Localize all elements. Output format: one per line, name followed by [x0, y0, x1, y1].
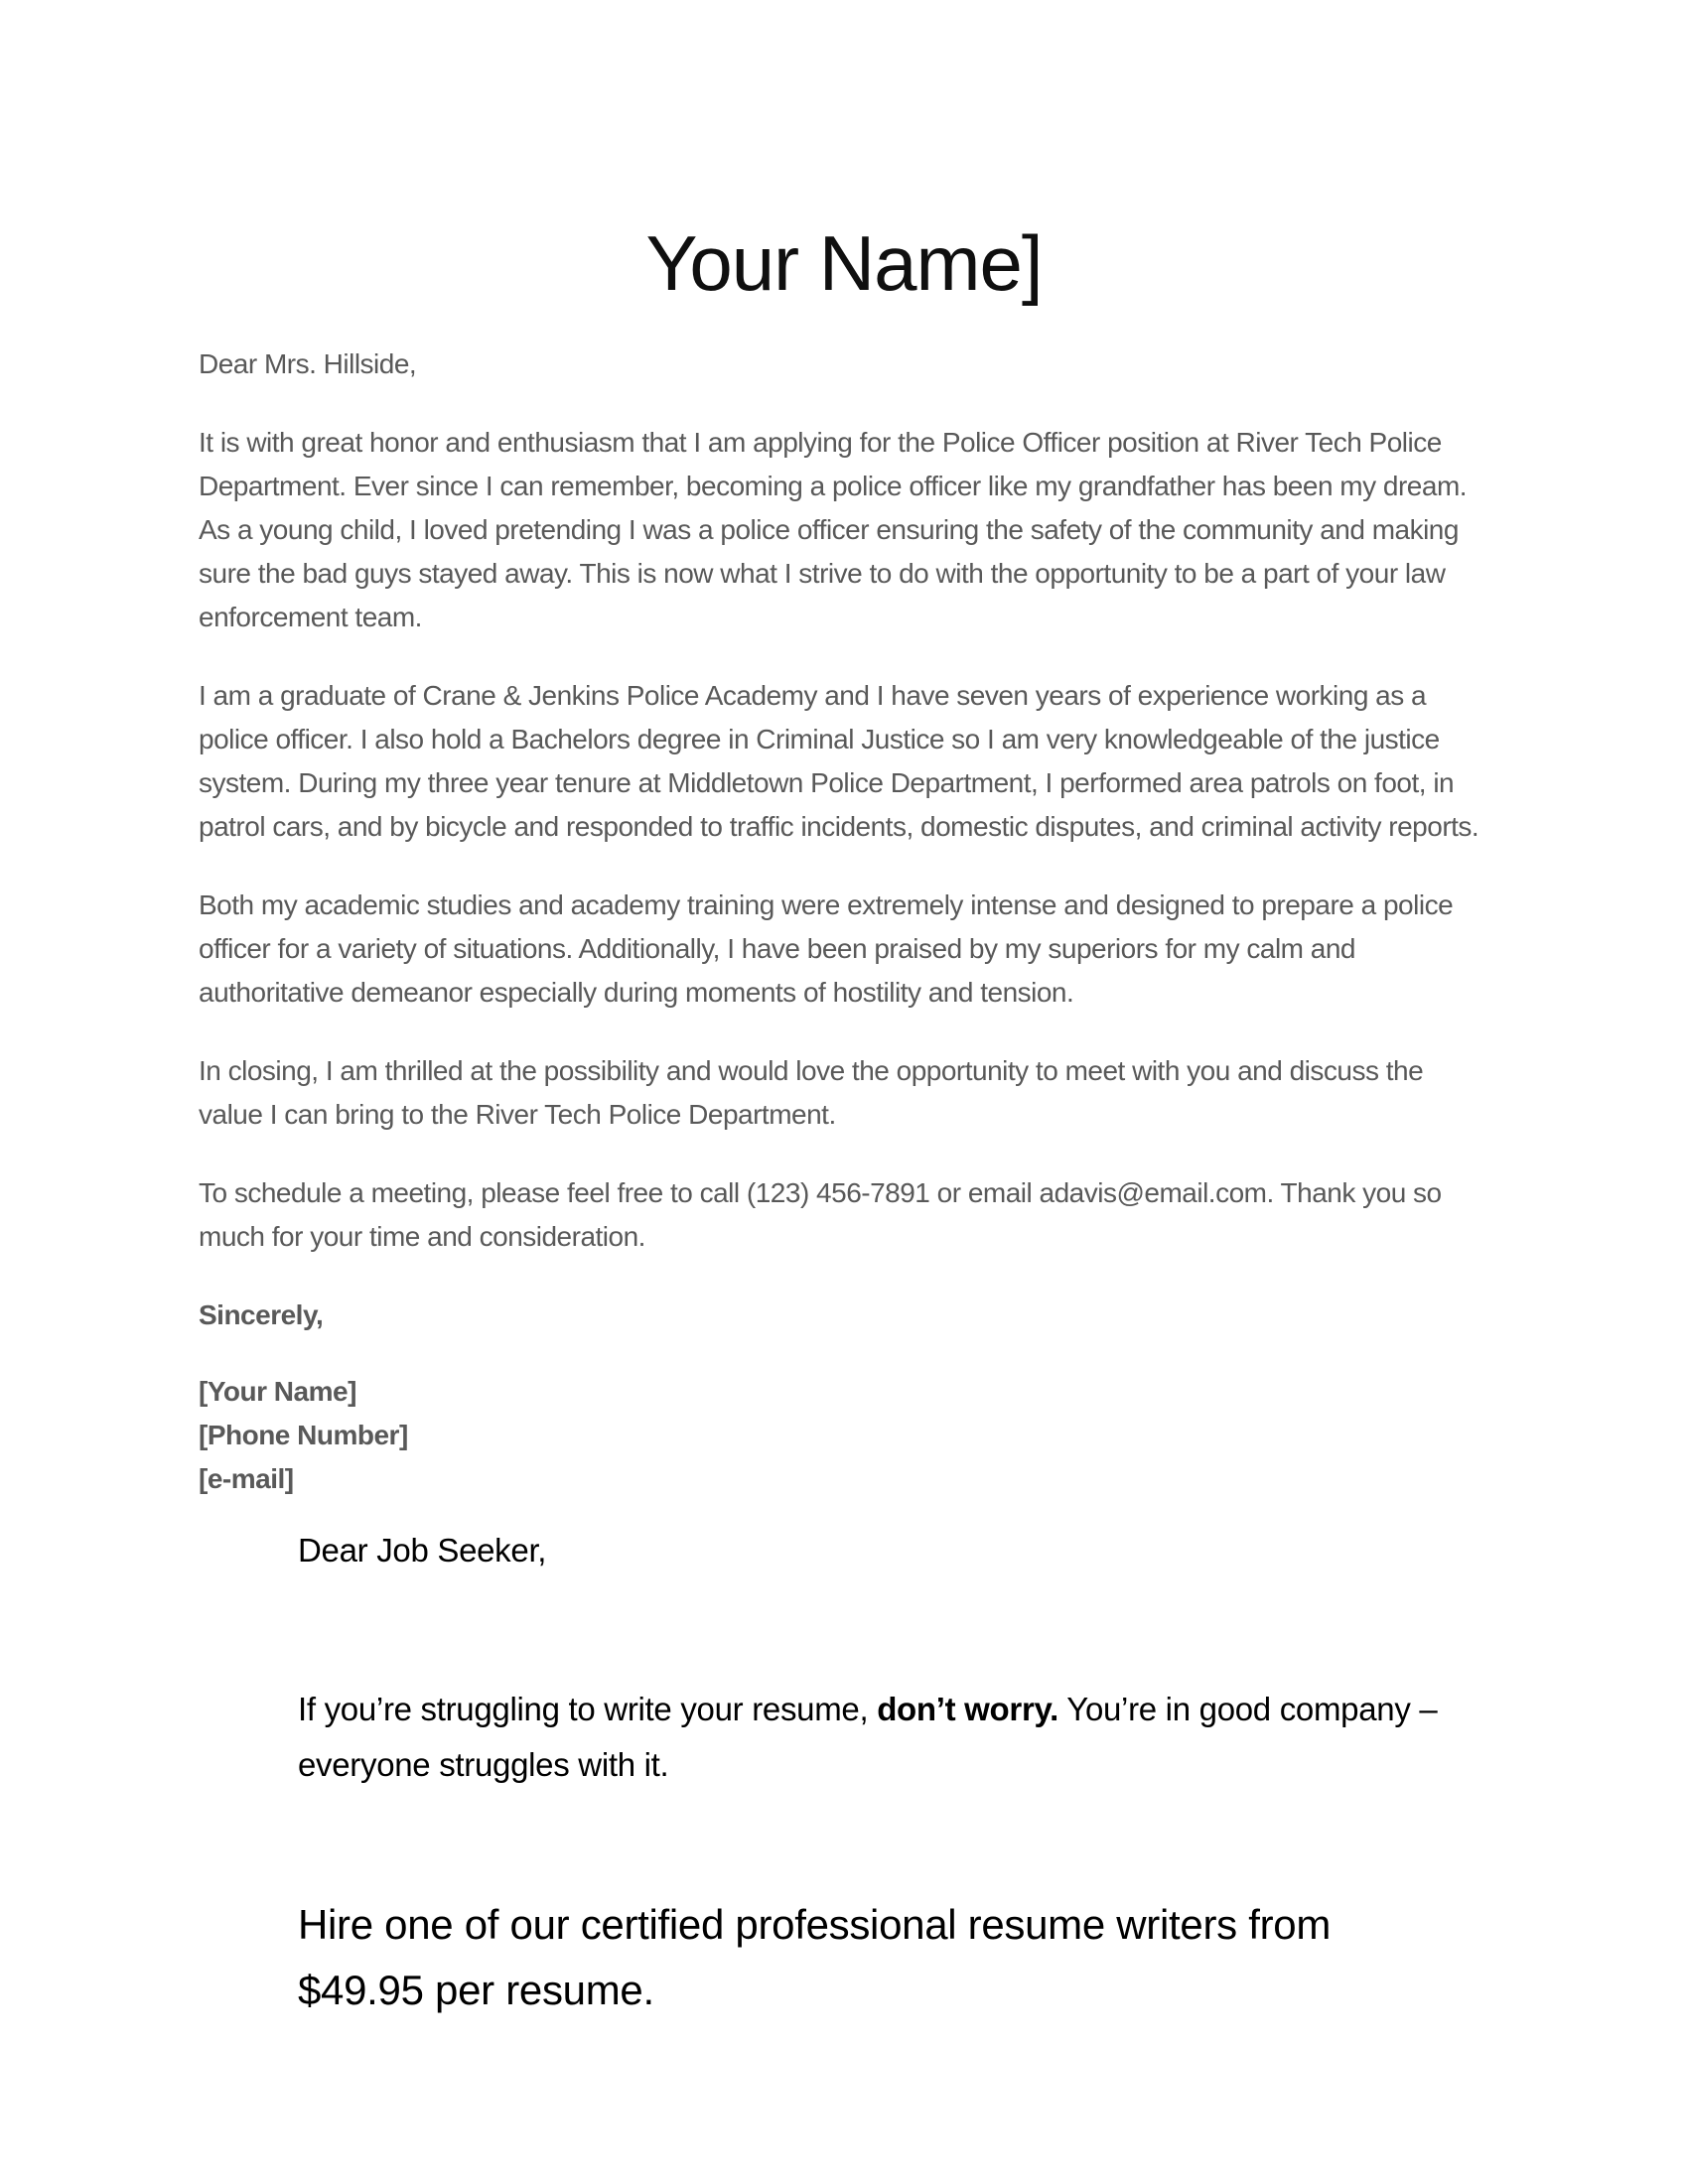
- signature-name-placeholder: [Your Name]: [199, 1376, 356, 1408]
- signature-email-placeholder: [e-mail]: [199, 1463, 294, 1495]
- signature-phone-placeholder: [Phone Number]: [199, 1420, 408, 1451]
- document-title: Your Name]: [645, 219, 1043, 307]
- letter-paragraph-1: It is with great honor and enthusiasm that I am applying for the Police Officer position at River Tech Police Department. Ever since I can remember, becoming a police officer like my grandfather has been my dream. As a young child, I loved pretending I was a police officer ensuring the safety of the community and making sure the bad guys stayed away. This is now what I strive to do with the opportunity to be a part of your law enforcement team.: [199, 427, 1468, 633]
- promo-greeting: Dear Job Seeker,: [298, 1532, 547, 1570]
- promo-body: [298, 1682, 1440, 1793]
- letter-paragraph-5: To schedule a meeting, please feel free to call (123) 456-7891 or email adavis@email.com. Thank you so much for your time and consideration.: [199, 1177, 1442, 1253]
- letter-paragraph-3: Both my academic studies and academy training were extremely intense and designed to prepare a police officer for a variety of situations. Additionally, I have been praised by my superiors for my calm and authoritative demeanor especially during moments of hostility and tension.: [199, 889, 1454, 1009]
- promo-body-bold-text: don’t worry.: [877, 1691, 1058, 1728]
- letter-greeting: Dear Mrs. Hillside,: [199, 348, 417, 380]
- letter-closing: Sincerely,: [199, 1299, 324, 1331]
- cover-letter-section: [199, 342, 1489, 1501]
- letter-paragraph-2: I am a graduate of Crane & Jenkins Police Academy and I have seven years of experience working as a police officer. I also hold a Bachelors degree in Criminal Justice so I am very knowledgeable of the justice system. During my three year tenure at Middletown Police Department, I performed area patrols on foot, in patrol cars, and by bicycle and responded to traffic incidents, domestic disputes, and criminal activity reports.: [199, 680, 1479, 843]
- promo-body-prefix-text: If you’re struggling to write your resume,: [298, 1691, 878, 1728]
- promo-section: [298, 1529, 1489, 2023]
- promo-headline: Hire one of our certified professional resume writers from $49.95 per resume.: [298, 1901, 1332, 2014]
- letter-paragraph-4: In closing, I am thrilled at the possibility and would love the opportunity to meet with you and discuss the value I can bring to the River Tech Police Department.: [199, 1055, 1424, 1131]
- promo-body-suffix-text: You’re in good company – everyone struggles with it.: [298, 1691, 1438, 1784]
